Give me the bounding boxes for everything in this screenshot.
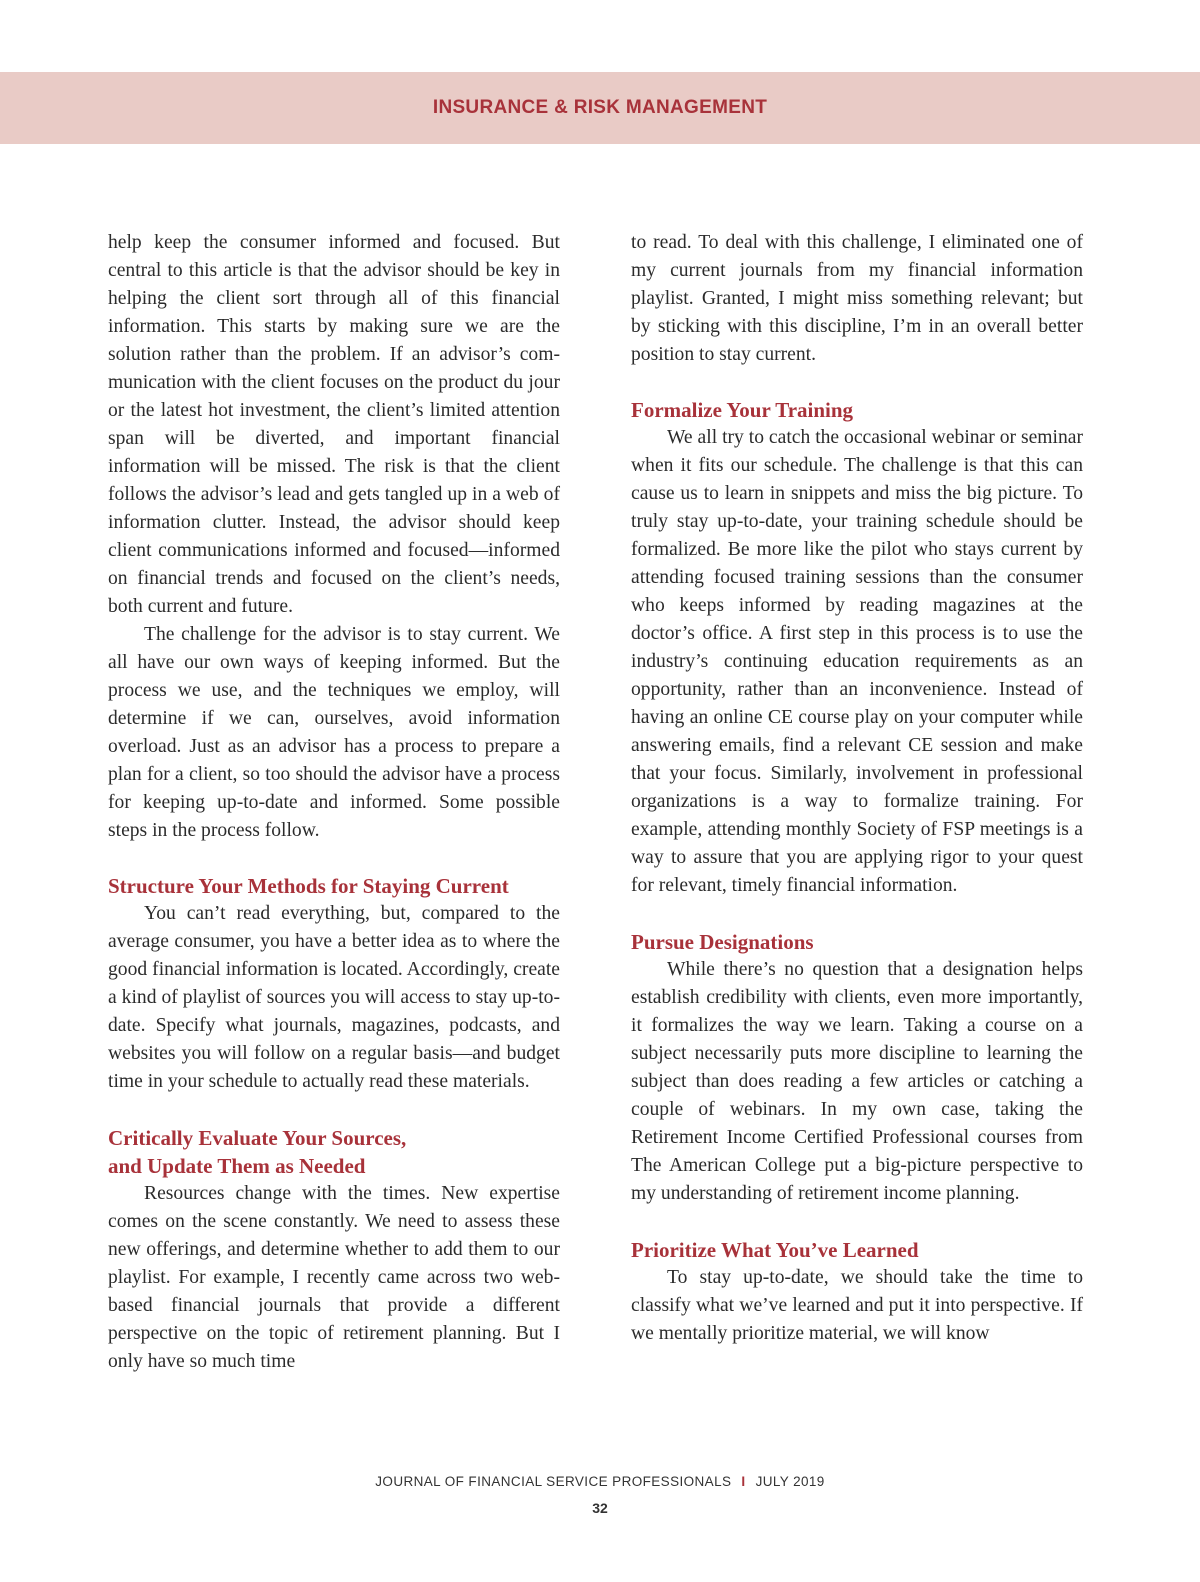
section-banner <box>0 72 1200 144</box>
heading-structure-methods: Structure Your Methods for Staying Current <box>108 874 509 898</box>
heading-pursue-designations: Pursue Designations <box>631 930 814 954</box>
page-footer <box>0 1474 1200 1489</box>
right-paragraph-4: To stay up-to-date, we should take the time to classify what we’ve learned and put it into perspective. If we mentally prioritize material, we will know <box>631 1267 1083 1344</box>
heading-critically-evaluate-line-1: Critically Evaluate Your Sources, <box>108 1126 407 1150</box>
journal-name: JOURNAL OF FINANCIAL SERVICE PROFESSIONALS <box>375 1474 732 1489</box>
right-paragraph-3: While there’s no question that a designation helps establish credibility with clients, even more importantly, it formalizes the way we learn. Taking a course on a subject necessarily puts more discipline to learning the subject than does reading a few articles or catching a couple of webinars. In my own case, taking the Retirement Income Certified Professional courses from The American College put a big-picture perspective to my understanding of retirement income planning. <box>631 959 1083 1204</box>
heading-critically-evaluate-line-2: and Update Them as Needed <box>108 1154 366 1178</box>
left-column <box>108 229 560 1376</box>
right-column <box>631 229 1083 1348</box>
left-paragraph-3: You can’t read everything, but, compared to the average consumer, you have a better idea as to where the good financial information is located. Accordingly, create a kind of playlist of sources you will access to stay up-to-date. Specify what journals, magazines, podcasts, and websites you will follow on a regular basis—and budget time in your schedule to actually read these materials. <box>108 903 560 1092</box>
right-paragraph-2: We all try to catch the occasional webinar or seminar when it fits our schedule. The challenge is that this can cause us to learn in snippets and miss the big picture. To truly stay up-to-date, your training schedule should be formalized. Be more like the pilot who stays current by attending focused training sessions than the consumer who keeps informed by reading magazines at the doctor’s office. A first step in this process is to use the industry’s continuing education requirements as an opportunity, rather than an inconvenience. Instead of having an online CE course play on your computer while answering emails, find a relevant CE session and make that your focus. Similarly, involvement in professional organizations is a way to formalize training. For example, attending monthly Society of FSP meetings is a way to assure that you are applying rigor to your quest for relevant, timely financial information. <box>631 427 1083 896</box>
section-title: INSURANCE & RISK MANAGEMENT <box>432 97 768 118</box>
right-paragraph-1: to read. To deal with this challenge, I eliminated one of my current journals from my financial information playlist. Granted, I might miss something relevant; but by sticking with this discipline, I’m in an overall better position to stay current. <box>631 232 1083 365</box>
left-paragraph-2: The challenge for the advisor is to stay current. We all have our own ways of keeping informed. But the process we use, and the techniques we employ, will determine if we can, ourselves, avoid information overload. Just as an advisor has a process to prepare a plan for a client, so too should the advisor have a process for keeping up-to-date and informed. Some possible steps in the process follow. <box>108 624 560 841</box>
left-paragraph-4: Resources change with the times. New expertise comes on the scene constantly. We need to assess these new offerings, and determine whether to add them to our playlist. For example, I recently came across two web-based financial journals that provide a different perspective on the topic of retirement planning. But I only have so much time <box>108 1183 560 1372</box>
issue-date: JULY 2019 <box>755 1474 825 1489</box>
left-paragraph-1: help keep the consumer informed and focused. But central to this article is that the advisor should be key in helping the client sort through all of this financial information. This starts by making sure we are the solution rather than the problem. If an advisor’s communication with the client focuses on the product du jour or the latest hot investment, the client’s limited attention span will be diverted, and important financial information will be missed. The risk is that the client follows the advisor’s lead and gets tangled up in a web of information clutter. Instead, the advisor should keep client communications informed and focused—informed on financial trends and focused on the client’s needs, both current and future. <box>108 232 560 617</box>
heading-formalize-training: Formalize Your Training <box>631 398 854 422</box>
heading-prioritize-learned: Prioritize What You’ve Learned <box>631 1238 919 1262</box>
page-number: 32 <box>592 1500 608 1516</box>
footer-separator: I <box>741 1474 746 1489</box>
heading-critically-evaluate <box>108 1096 560 1180</box>
